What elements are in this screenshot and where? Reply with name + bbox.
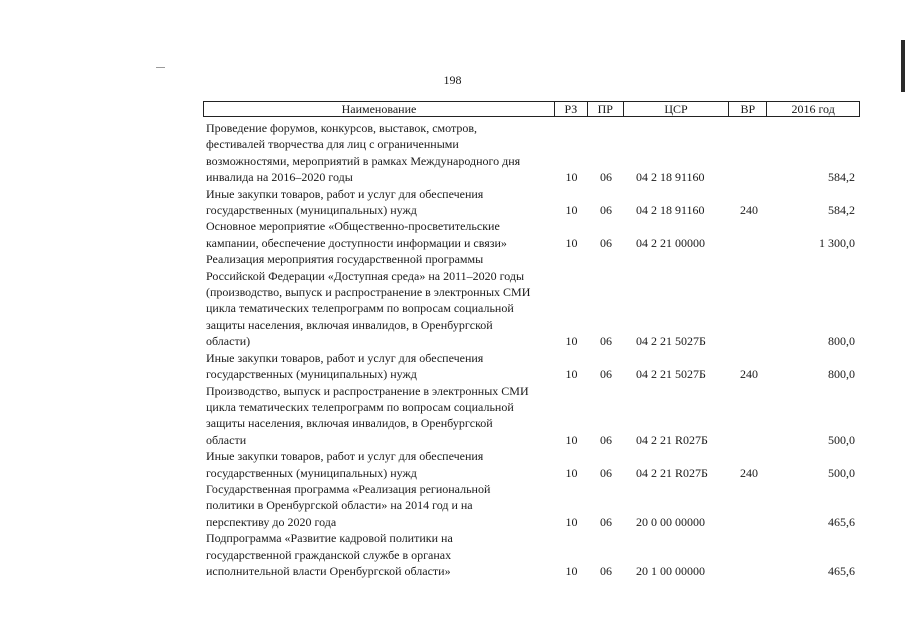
row-sum: 584,2 bbox=[828, 203, 855, 218]
row-pr: 06 bbox=[600, 170, 612, 185]
row-rz: 10 bbox=[565, 367, 578, 382]
row-csr: 04 2 21 5027Б bbox=[636, 334, 706, 349]
row-csr: 04 2 18 91160 bbox=[636, 203, 705, 218]
table-row bbox=[203, 218, 860, 251]
row-pr: 06 bbox=[600, 563, 612, 578]
row-name: Государственная программа «Реализация региональной политики в Оренбургской области» на 2014 год и на перспективу до 2020 года bbox=[206, 481, 491, 529]
row-vr: 240 bbox=[740, 367, 758, 382]
row-rz: 10 bbox=[565, 203, 578, 218]
row-rz: 10 bbox=[565, 563, 578, 578]
table-header bbox=[203, 101, 860, 117]
row-pr: 06 bbox=[600, 432, 612, 447]
header-rz: РЗ bbox=[555, 102, 588, 116]
row-name: Реализация мероприятия государственной программы Российской Федерации «Доступная среда» на 2011–2020 годы (производство, выпуск и распространение в электронных СМИ цикла тематических телепрограмм по вопросам социальной защиты населения, включая инвалидов, в Оренбургской области) bbox=[206, 252, 531, 349]
row-rz: 10 bbox=[565, 432, 578, 447]
scan-speck bbox=[156, 67, 165, 68]
table-row bbox=[203, 350, 860, 383]
row-name: Иные закупки товаров, работ и услуг для обеспечения государственных (муниципальных) нужд bbox=[206, 449, 484, 480]
row-name: Производство, выпуск и распространение в электронных СМИ цикла тематических телепрограмм по вопросам социальной защиты населения, включая инвалидов, в Оренбургской области bbox=[206, 383, 529, 447]
row-rz: 10 bbox=[565, 235, 578, 250]
row-name: Иные закупки товаров, работ и услуг для обеспечения государственных (муниципальных) нужд bbox=[206, 186, 484, 218]
header-vr: ВР bbox=[729, 102, 767, 116]
row-csr: 20 1 00 00000 bbox=[636, 563, 705, 578]
row-pr: 06 bbox=[600, 367, 612, 382]
row-csr: 04 2 21 R027Б bbox=[636, 432, 708, 447]
row-pr: 06 bbox=[600, 465, 612, 480]
table-row bbox=[203, 530, 860, 579]
row-rz: 10 bbox=[565, 514, 578, 529]
table-row bbox=[203, 448, 860, 481]
row-pr: 06 bbox=[600, 334, 612, 349]
header-sum: 2016 год bbox=[791, 102, 835, 116]
header-csr: ЦСР bbox=[624, 102, 730, 116]
row-name: Иные закупки товаров, работ и услуг для обеспечения государственных (муниципальных) нужд bbox=[206, 350, 484, 382]
row-rz: 10 bbox=[565, 170, 578, 185]
header-name: Наименование bbox=[204, 102, 555, 116]
table-row bbox=[203, 383, 860, 449]
row-sum: 465,6 bbox=[828, 563, 855, 578]
table-row bbox=[203, 120, 860, 186]
table-body bbox=[203, 117, 860, 579]
row-csr: 04 2 18 91160 bbox=[636, 170, 705, 185]
row-rz: 10 bbox=[565, 465, 578, 480]
row-name: Проведение форумов, конкурсов, выставок, смотров, фестивалей творчества для лиц с ограниченными возможностями, мероприятий в рамках Международного дня инвалида на 2016–2020 годы bbox=[206, 121, 521, 185]
row-rz: 10 bbox=[565, 334, 578, 349]
row-vr: 240 bbox=[740, 203, 758, 218]
row-vr: 240 bbox=[740, 465, 758, 480]
row-sum: 500,0 bbox=[828, 432, 855, 447]
row-sum: 800,0 bbox=[828, 367, 855, 382]
row-name: Основное мероприятие «Общественно-просветительские кампании, обеспечение доступности информации и связи» bbox=[206, 219, 507, 250]
row-sum: 584,2 bbox=[828, 170, 855, 185]
row-csr: 04 2 21 5027Б bbox=[636, 367, 706, 382]
row-sum: 465,6 bbox=[828, 514, 855, 529]
header-pr: ПР bbox=[588, 102, 624, 116]
row-sum: 800,0 bbox=[828, 334, 855, 349]
row-pr: 06 bbox=[600, 235, 612, 250]
row-sum: 500,0 bbox=[828, 465, 855, 480]
row-pr: 06 bbox=[600, 514, 612, 529]
row-name: Подпрограмма «Развитие кадровой политики на государственной гражданской службе в органах исполнительной власти Оренбургской области» bbox=[206, 531, 453, 578]
table-row bbox=[203, 251, 860, 349]
row-csr: 20 0 00 00000 bbox=[636, 514, 705, 529]
table-row bbox=[203, 481, 860, 530]
budget-table bbox=[203, 101, 860, 579]
row-csr: 04 2 21 00000 bbox=[636, 235, 705, 250]
row-pr: 06 bbox=[600, 203, 612, 218]
row-csr: 04 2 21 R027Б bbox=[636, 465, 708, 480]
row-sum: 1 300,0 bbox=[819, 235, 855, 250]
table-row bbox=[203, 186, 860, 219]
page-number: 198 bbox=[443, 73, 462, 87]
